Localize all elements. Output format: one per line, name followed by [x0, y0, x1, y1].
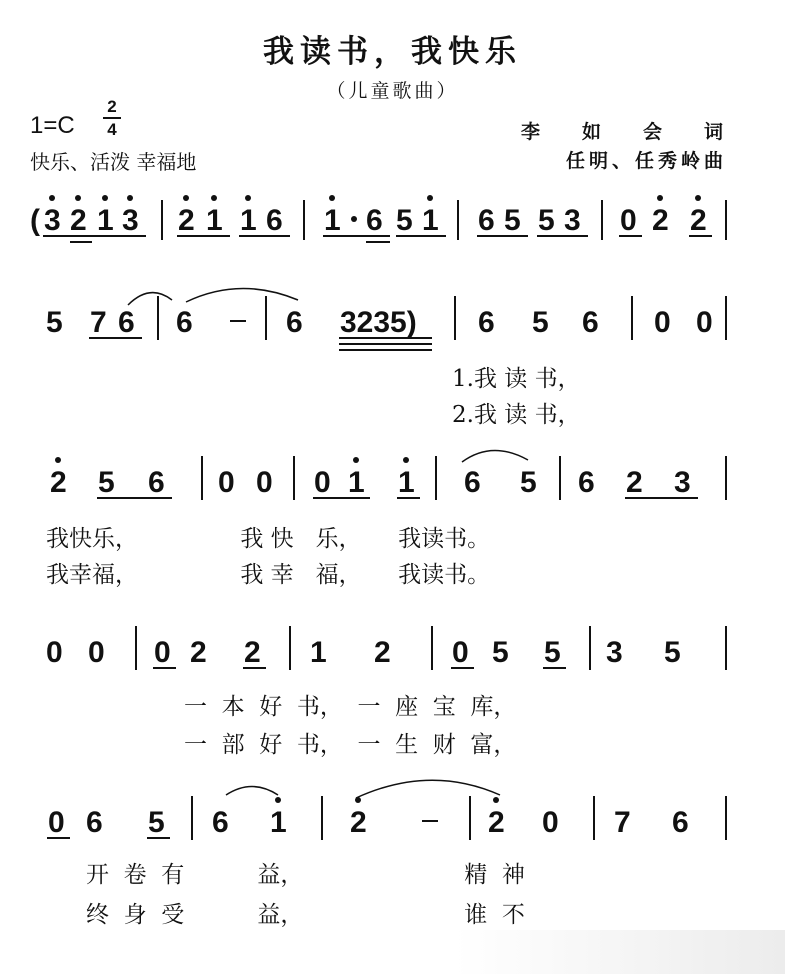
high-dot	[75, 195, 81, 201]
high-dot	[493, 797, 499, 803]
score-line-2	[46, 288, 726, 350]
lyric-verse2-line4: 一 部 好 书， 一 生 财 富，	[184, 732, 517, 758]
note-group: 3	[44, 204, 61, 237]
composer-credit: 任明、任秀岭曲	[565, 150, 727, 172]
note-group: 5	[664, 636, 681, 669]
high-dot	[329, 195, 335, 201]
note-group: 2	[70, 204, 87, 237]
high-dot	[211, 195, 217, 201]
note-group: 5	[148, 806, 165, 839]
note-group: 6	[286, 306, 303, 339]
note-group: 0	[542, 806, 559, 839]
note-group: 2	[50, 466, 67, 499]
high-dot	[55, 457, 61, 463]
note-group: 6	[266, 204, 283, 237]
tie-slur	[226, 787, 278, 796]
lyric-verse1-line2: 1.我 读 书，	[452, 366, 581, 392]
lyric-verse1-line5: 开 卷 有 益， 精 神	[86, 862, 525, 888]
high-dot	[127, 195, 133, 201]
note-group: 5	[492, 636, 509, 669]
note-group: 1	[206, 204, 223, 237]
high-dot	[657, 195, 663, 201]
lyricist-credit: 李如会词	[520, 121, 765, 143]
note-group: 6	[478, 306, 495, 339]
high-dot	[427, 195, 433, 201]
time-signature-top: 2	[107, 97, 117, 116]
note-group: 6	[118, 306, 135, 339]
score-line-5	[47, 780, 726, 840]
note-group: 0	[88, 636, 105, 669]
note-group: 1	[240, 204, 257, 237]
high-dot	[695, 195, 701, 201]
note-group: 0	[48, 806, 65, 839]
score-line-4	[46, 626, 726, 670]
song-subtitle: （儿童歌曲）	[326, 80, 459, 102]
score-line-3	[50, 450, 726, 500]
note-group: 5	[520, 466, 537, 499]
note-group: 6	[148, 466, 165, 499]
note-group: 0	[452, 636, 469, 669]
note-group: 2	[190, 636, 207, 669]
note-group: 7	[90, 306, 107, 339]
opening-paren: (	[30, 204, 40, 237]
note-group: 3235)	[340, 306, 417, 339]
tempo-marking: 快乐、活泼 幸福地	[30, 150, 197, 174]
note-group: 1	[97, 204, 114, 237]
note-group: 6	[478, 204, 495, 237]
note-group: 3	[122, 204, 139, 237]
lyric-verse2-line2: 2.我 读 书，	[452, 402, 581, 428]
note-group: 0	[620, 204, 637, 237]
note-group: 0	[696, 306, 713, 339]
high-dot	[245, 195, 251, 201]
score-line-1	[30, 195, 726, 242]
note-group: 0	[154, 636, 171, 669]
note-group: 2	[488, 806, 505, 839]
note-group: 6	[86, 806, 103, 839]
note-group: 1	[348, 466, 365, 499]
tie-slur	[356, 780, 500, 798]
time-signature-bottom: 4	[107, 120, 117, 139]
high-dot	[403, 457, 409, 463]
lyric-verse1-line3: 我快乐， 我 快 乐， 我读书。	[46, 526, 491, 552]
high-dot	[355, 797, 361, 803]
tie-slur	[128, 293, 172, 305]
note-group: 5	[532, 306, 549, 339]
note-group: 0	[218, 466, 235, 499]
key-signature: 1=C	[30, 112, 75, 139]
note-group: 1	[310, 636, 327, 669]
note-group: 2	[244, 636, 261, 669]
note-group: 6	[176, 306, 193, 339]
note-group: 1	[324, 204, 341, 237]
note-group: 1	[422, 204, 439, 237]
note-group: 3	[564, 204, 581, 237]
scan-fade	[455, 930, 785, 974]
note-group: 5	[538, 204, 555, 237]
note-group: 2	[690, 204, 707, 237]
note-group: 0	[46, 636, 63, 669]
lyric-verse2-line5: 终 身 受 益， 谁 不	[86, 902, 525, 928]
high-dot	[102, 195, 108, 201]
note-group: 5	[504, 204, 521, 237]
note-group: 6	[578, 466, 595, 499]
note-group: 3	[674, 466, 691, 499]
note-group: 0	[654, 306, 671, 339]
note-group: 0	[256, 466, 273, 499]
note-group: 3	[606, 636, 623, 669]
high-dot	[49, 195, 55, 201]
note-group: 2	[178, 204, 195, 237]
note-group: 6	[366, 204, 383, 237]
note-group: 5	[46, 306, 63, 339]
note-group: 0	[314, 466, 331, 499]
note-group: 1	[270, 806, 287, 839]
lyric-verse2-line3: 我幸福， 我 幸 福， 我读书。	[46, 562, 491, 588]
note-group: 5	[544, 636, 561, 669]
note-group: 6	[672, 806, 689, 839]
tie-slur	[186, 288, 298, 302]
high-dot	[275, 797, 281, 803]
note-group: 5	[98, 466, 115, 499]
note-group: 2	[374, 636, 391, 669]
note-group: 2	[350, 806, 367, 839]
note-group: 5	[396, 204, 413, 237]
high-dot	[353, 457, 359, 463]
dotted-note	[351, 216, 357, 222]
lyric-verse1-line4: 一 本 好 书， 一 座 宝 库，	[184, 694, 517, 720]
note-group: 7	[614, 806, 631, 839]
high-dot	[183, 195, 189, 201]
note-group: 1	[398, 466, 415, 499]
note-group: 6	[464, 466, 481, 499]
note-group: 6	[212, 806, 229, 839]
note-group: 6	[582, 306, 599, 339]
song-title: 我读书，我快乐	[263, 34, 522, 70]
note-group: 2	[626, 466, 643, 499]
tie-slur	[462, 450, 528, 462]
note-group: 2	[652, 204, 669, 237]
